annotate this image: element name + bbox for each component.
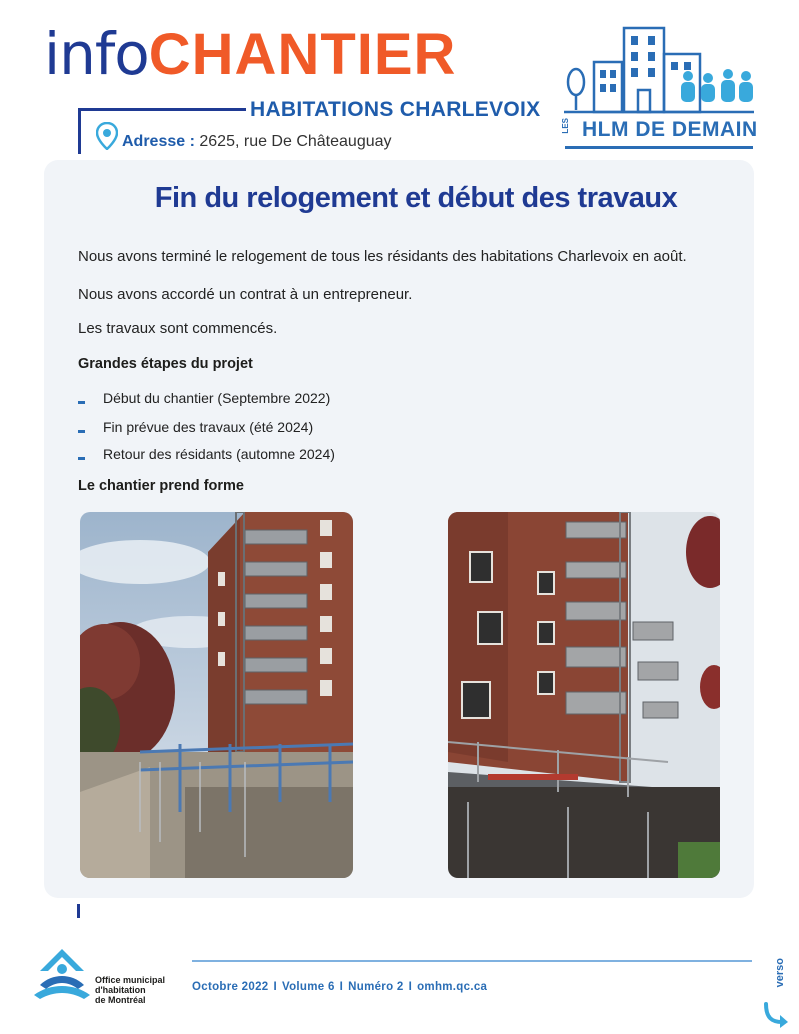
issue-number: Numéro 2 [348, 981, 404, 993]
bullet-dash-icon [78, 430, 85, 433]
issue-volume: Volume 6 [281, 981, 335, 993]
logo-les-text: LES [561, 118, 570, 134]
paragraph-1: Nous avons terminé le relogement de tous les résidants des habitations Charlevoix en août. [78, 248, 687, 265]
address-label: Adresse : [122, 133, 195, 150]
bullet-dash-icon [78, 401, 85, 404]
list-item: Début du chantier (Septembre 2022) [78, 390, 330, 406]
turn-page-arrow-icon[interactable] [760, 998, 790, 1033]
construction-photo-2 [448, 512, 720, 878]
location-pin-icon [96, 122, 118, 155]
issue-date: Octobre 2022 [192, 981, 269, 993]
footer-tick [77, 904, 80, 918]
logo-underline [565, 146, 753, 149]
list-item: Fin prévue des travaux (été 2024) [78, 419, 313, 435]
steps-heading: Grandes étapes du projet [78, 356, 253, 372]
title-rule-horizontal [78, 108, 246, 111]
footer-rule [192, 960, 752, 962]
website-link[interactable]: omhm.qc.ca [417, 981, 488, 993]
title-info-word: info [44, 20, 149, 88]
verso-label: verso [774, 958, 786, 988]
bullet-dash-icon [78, 457, 85, 460]
paragraph-2: Nous avons accordé un contrat à un entrepreneur. [78, 286, 413, 303]
title-chantier-word: CHANTIER [148, 22, 457, 87]
newsletter-title [44, 14, 456, 95]
address [122, 133, 392, 151]
omhm-logo-icon [32, 945, 92, 1010]
article-headline: Fin du relogement et début des travaux [154, 182, 678, 214]
paragraph-3: Les travaux sont commencés. [78, 320, 278, 337]
title-rule-vertical [78, 108, 81, 154]
logo-name-text: HLM DE DEMAIN [582, 118, 758, 141]
address-value: 2625, rue De Châteauguay [199, 133, 392, 150]
list-item: Retour des résidants (automne 2024) [78, 446, 335, 462]
photos-heading: Le chantier prend forme [78, 478, 244, 494]
construction-photo-1 [80, 512, 353, 878]
omhm-name: Office municipal d'habitation de Montréal [95, 975, 166, 1005]
issue-info: Octobre 2022 I Volume 6 I Numéro 2 I omhm.qc.ca [192, 981, 488, 993]
project-subtitle: HABITATIONS CHARLEVOIX [250, 98, 541, 121]
